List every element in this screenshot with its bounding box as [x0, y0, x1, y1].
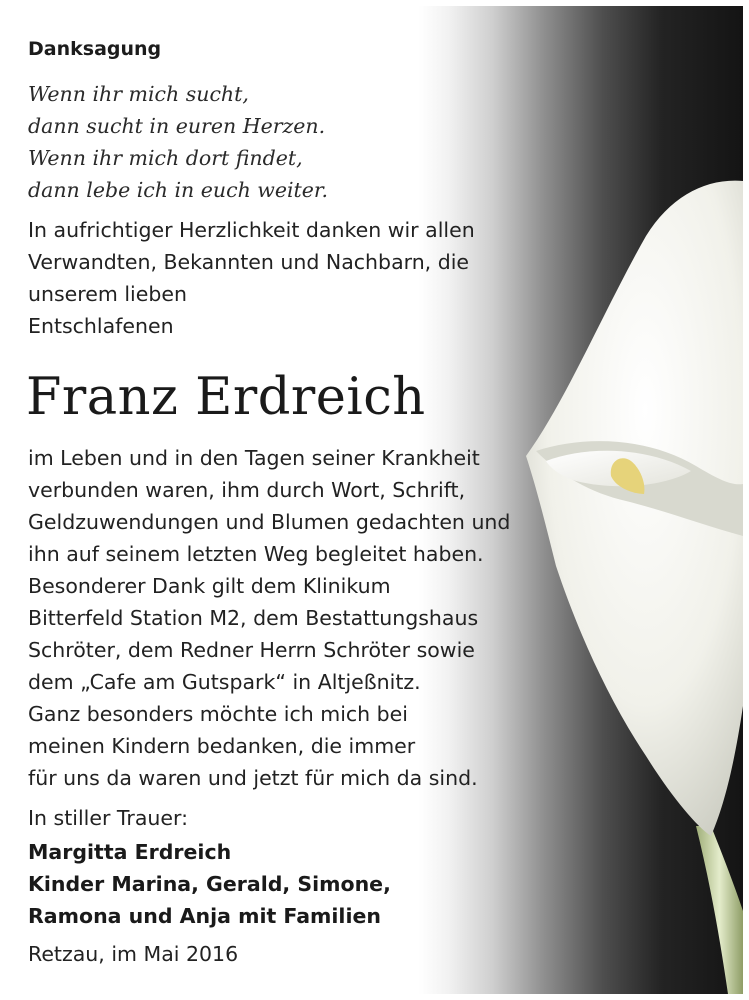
- signers: [28, 836, 391, 932]
- mourning-label-text: In stiller Trauer:: [28, 806, 188, 830]
- intro-line: unserem lieben: [28, 282, 187, 306]
- body-line: ihn auf seinem letzten Weg begleitet haben.: [28, 542, 484, 566]
- poem-line: dann lebe ich in euch weiter.: [28, 178, 328, 202]
- intro-line: In aufrichtiger Herzlichkeit danken wir allen: [28, 218, 475, 242]
- body-line: verbunden waren, ihm durch Wort, Schrift,: [28, 478, 466, 502]
- heading: Danksagung: [28, 38, 162, 60]
- body-line: meinen Kindern bedanken, die immer: [28, 734, 416, 758]
- obituary-card: [6, 6, 743, 994]
- poem-line: Wenn ihr mich sucht,: [28, 82, 249, 106]
- deceased-name: Franz Erdreich: [26, 368, 426, 427]
- intro-line: Entschlafenen: [28, 314, 174, 338]
- place-date: Retzau, im Mai 2016: [28, 942, 239, 966]
- poem-line: Wenn ihr mich dort findet,: [28, 146, 303, 170]
- body-line: Geldzuwendungen und Blumen gedachten und: [28, 510, 511, 534]
- body-line: für uns da waren und jetzt für mich da sind.: [28, 766, 478, 790]
- signer-line: Ramona und Anja mit Familien: [28, 904, 381, 928]
- body-line: Schröter, dem Redner Herrn Schröter sowie: [28, 638, 475, 662]
- body-line: im Leben und in den Tagen seiner Krankheit: [28, 446, 480, 470]
- signer-line: Kinder Marina, Gerald, Simone,: [28, 872, 391, 896]
- body-line: Besonderer Dank gilt dem Klinikum: [28, 574, 391, 598]
- intro-paragraph: [28, 214, 588, 342]
- body-line: dem „Cafe am Gutspark“ in Altjeßnitz.: [28, 670, 421, 694]
- poem: [28, 78, 458, 206]
- body-line: Bitterfeld Station M2, dem Bestattungshaus: [28, 606, 479, 630]
- body-paragraph: [28, 442, 588, 794]
- poem-line: dann sucht in euren Herzen.: [28, 114, 326, 138]
- mourning-label: [28, 802, 588, 834]
- signer-line: Margitta Erdreich: [28, 840, 232, 864]
- body-line: Ganz besonders möchte ich mich bei: [28, 702, 408, 726]
- intro-line: Verwandten, Bekannten und Nachbarn, die: [28, 250, 470, 274]
